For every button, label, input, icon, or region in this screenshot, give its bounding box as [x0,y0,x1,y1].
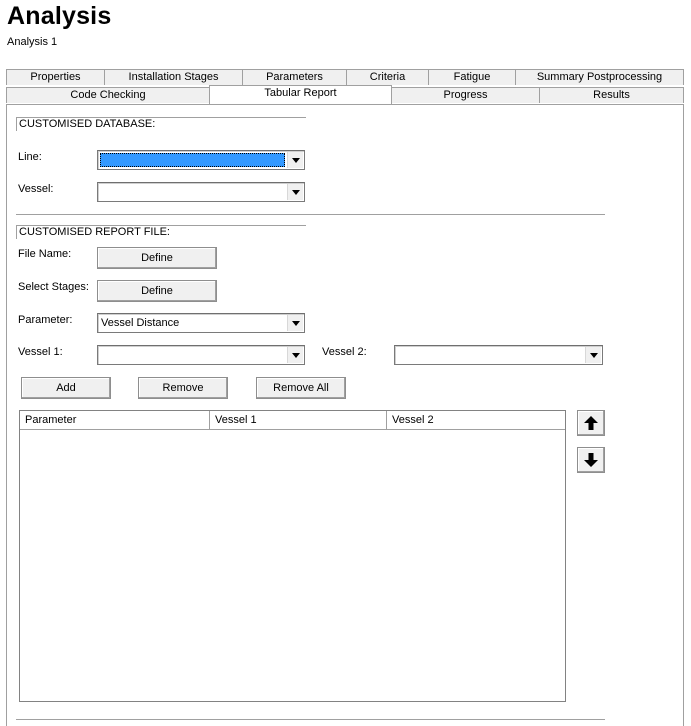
vessel-select[interactable] [97,182,305,202]
tab-progress[interactable]: Progress [391,87,540,103]
vessel-label: Vessel: [18,183,54,195]
list-header [20,411,565,430]
page-subtitle: Analysis 1 [7,36,58,48]
column-header-parameter[interactable]: Parameter [20,411,210,429]
tab-results[interactable]: Results [539,87,684,103]
tab-parameters[interactable]: Parameters [242,69,347,85]
database-group-title: CUSTOMISED DATABASE: [16,117,306,131]
tab-fatigue[interactable]: Fatigue [428,69,516,85]
select-stages-define-button[interactable]: Define [97,280,217,302]
file-name-define-button[interactable]: Define [97,247,217,269]
line-select[interactable] [97,150,305,170]
vessel1-label: Vessel 1: [18,346,63,358]
line-label: Line: [18,151,42,163]
parameter-select-value: Vessel Distance [101,317,180,329]
chevron-down-icon[interactable] [287,347,303,363]
tab-summary-postprocessing[interactable]: Summary Postprocessing [515,69,684,85]
report-group-title: CUSTOMISED REPORT FILE: [16,225,306,239]
move-up-button[interactable] [577,410,605,436]
column-header-vessel1[interactable]: Vessel 1 [210,411,387,429]
vessel1-select[interactable] [97,345,305,365]
tab-criteria[interactable]: Criteria [346,69,429,85]
chevron-down-icon[interactable] [287,152,303,168]
section-divider [16,214,605,216]
line-select-highlight [100,153,285,167]
column-header-vessel2[interactable]: Vessel 2 [392,414,434,426]
tab-tabular-report[interactable]: Tabular Report [209,85,392,104]
vessel2-select[interactable] [394,345,603,365]
tab-code-checking[interactable]: Code Checking [6,87,210,103]
add-button[interactable]: Add [21,377,111,399]
vessel2-label: Vessel 2: [322,346,367,358]
chevron-down-icon[interactable] [287,184,303,200]
remove-button[interactable]: Remove [138,377,228,399]
tab-installation-stages[interactable]: Installation Stages [104,69,243,85]
page-title: Analysis [7,2,112,30]
tab-properties[interactable]: Properties [6,69,105,85]
chevron-down-icon[interactable] [585,347,601,363]
remove-all-button[interactable]: Remove All [256,377,346,399]
file-name-label: File Name: [18,248,72,260]
chevron-down-icon[interactable] [287,315,303,331]
bottom-divider [16,719,605,721]
move-down-button[interactable] [577,447,605,473]
arrow-down-icon [583,452,599,468]
parameter-list[interactable] [19,410,566,702]
select-stages-label: Select Stages: [18,281,89,293]
parameter-label: Parameter: [18,314,73,326]
parameter-select[interactable] [97,313,305,333]
arrow-up-icon [583,415,599,431]
